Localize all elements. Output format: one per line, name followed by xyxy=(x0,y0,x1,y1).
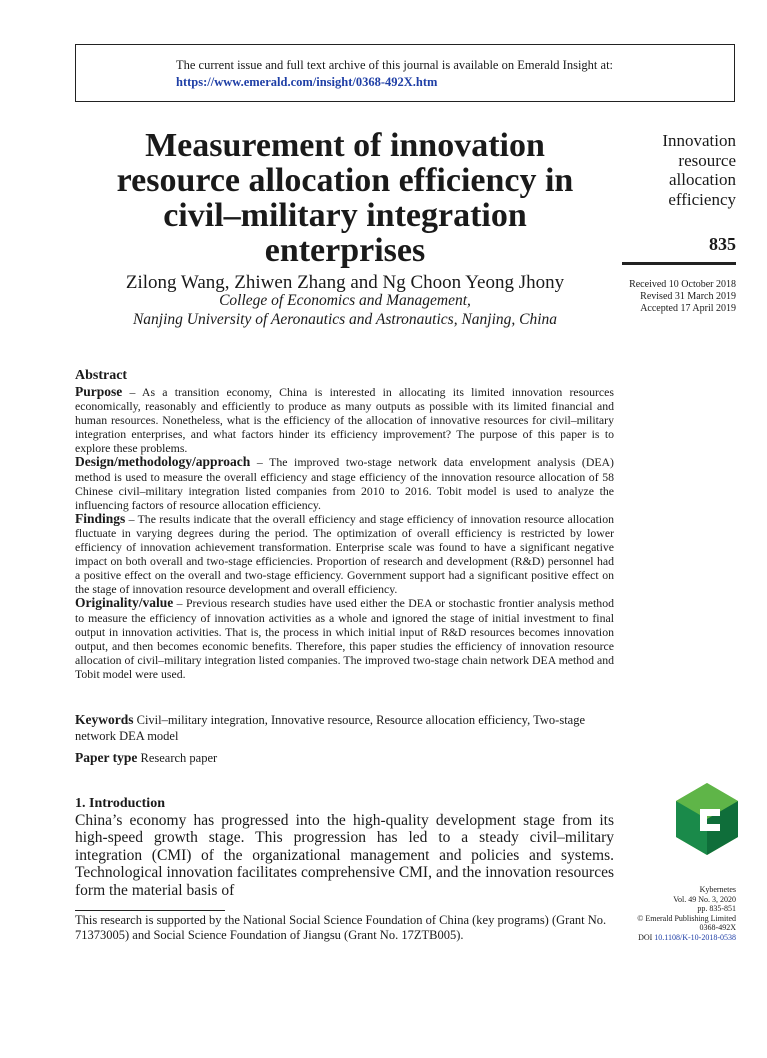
originality-label: Originality/value xyxy=(75,595,174,611)
running-title xyxy=(615,131,736,209)
affiliation-line-2: Nanjing University of Aeronautics and Astronautics, Nanjing, China xyxy=(132,311,558,328)
findings-text: – The results indicate that the overall efficiency and stage efficiency of innovation resource allocation fluctuate in varying degrees during the period. The optimization of overall efficiency is restricted by lower efficiency of innovation achievement transformation. Enterprise scale was found to have a significant negative impact on both overall and two-stage efficiencies. Proportion of research and development (R&D) personnel had a positive effect on the overall and two-stage efficiency. Government support had a significant positive effect on the stage of innovation resource development and overall efficiency. xyxy=(75,511,614,597)
running-title-line: allocation xyxy=(668,170,736,189)
accepted-date: Accepted 17 April 2019 xyxy=(640,303,736,314)
purpose-label: Purpose xyxy=(75,384,123,399)
received-date: Received 10 October 2018 xyxy=(629,279,736,290)
introduction-paragraph: China’s economy has progressed into the high-quality development stage from its high-speed growth stage. This progression has led to a steady civil–military integration (CMI) of the organizational management and policies and systems. Technological innovation facilitates comprehensive CMI, and the innovation resources form the material basis of xyxy=(75,812,614,899)
running-title-line: resource xyxy=(678,150,736,170)
abstract-heading: Abstract xyxy=(75,368,128,383)
authors: Zilong Wang, Zhiwen Zhang and Ng Choon Yeong Jhony xyxy=(125,272,565,293)
section-heading-introduction: 1. Introduction xyxy=(75,796,165,811)
paper-type xyxy=(75,750,217,766)
keywords-text: Civil–military integration, Innovative resource, Resource allocation efficiency, Two-stage network DEA model xyxy=(75,713,586,743)
design-text: – The improved two-stage network data envelopment analysis (DEA) method is used to measure the overall efficiency and stage efficiency of the innovation resource allocation of 58 Chinese civil–military integration listed companies from 2010 to 2016. Tobit model is used to analyze the influencing factors of resource allocation efficiency. xyxy=(75,455,614,512)
funding-footnote: This research is supported by the National Social Science Foundation of China (key programs) (Grant No. 71373005) and Social Science Foundation of Jiangsu (Grant No. 17ZTB005). xyxy=(75,913,607,943)
sidebar-divider xyxy=(622,262,736,265)
journal-link[interactable]: https://www.emerald.com/insight/0368-492X.htm xyxy=(176,75,438,89)
paper-type-label: Paper type xyxy=(75,750,138,765)
purpose-text: – As a transition economy, China is interested in allocating its limited innovation resources economically, reasonably and efficiently to produce as many outputs as possible with its limited financial and human resources. Nonetheless, what is the efficiency of the allocation of innovative resources for civil–military integration enterprises, and what factors hinder its efficiency improvement? The purpose of this paper is to explore these problems. xyxy=(75,385,614,456)
publication-info xyxy=(600,885,736,942)
footnote-rule xyxy=(75,910,225,911)
abstract-purpose xyxy=(75,385,614,455)
affiliation-line-1: College of Economics and Management, xyxy=(219,292,471,309)
originality-text: – Previous research studies have used either the DEA or stochastic frontier analysis method to measure the efficiency of innovation activities as a whole and ignored the stage of initial investment to final output in innovation activities. That is, the process in which initial input of R&D resources becomes innovation output, and then becomes economic benefits. Therefore, this paper studies the efficiency of innovation resource allocation of civil–military integration listed companies. The improved two-stage chain network DEA method and Tobit model were used. xyxy=(75,596,614,681)
abstract-originality xyxy=(75,596,614,681)
abstract-design xyxy=(75,455,614,511)
doi-label: DOI xyxy=(638,932,653,942)
running-title-line: efficiency xyxy=(668,189,736,209)
doi-link[interactable]: 10.1108/K-10-2018-0538 xyxy=(654,932,736,942)
keywords xyxy=(75,712,614,744)
design-label: Design/methodology/approach xyxy=(75,454,251,470)
article-dates xyxy=(615,279,736,315)
abstract-body xyxy=(75,385,614,681)
revised-date: Revised 31 March 2019 xyxy=(640,291,736,302)
volume-info: Vol. 49 No. 3, 2020 xyxy=(673,894,736,904)
doi-line xyxy=(600,933,736,943)
journal-name: Kybernetes xyxy=(699,885,736,894)
page-range: pp. 835-851 xyxy=(697,904,736,913)
paper-type-text: Research paper xyxy=(137,751,218,765)
header-availability-text: The current issue and full text archive of this journal is available on Emerald Insight at: xyxy=(176,58,614,72)
page-number: 835 xyxy=(709,234,736,254)
keywords-label: Keywords xyxy=(75,712,134,727)
findings-label: Findings xyxy=(75,510,126,526)
abstract-findings xyxy=(75,512,614,597)
issn: 0368-492X xyxy=(699,923,736,932)
header-box xyxy=(75,44,735,102)
crossmark-logo-icon[interactable] xyxy=(676,783,738,855)
copyright: © Emerald Publishing Limited xyxy=(637,913,736,923)
paper-title: Measurement of innovation resource allocation efficiency in civil–military integration enterprises xyxy=(116,127,574,269)
running-title-line: Innovation xyxy=(662,131,736,150)
